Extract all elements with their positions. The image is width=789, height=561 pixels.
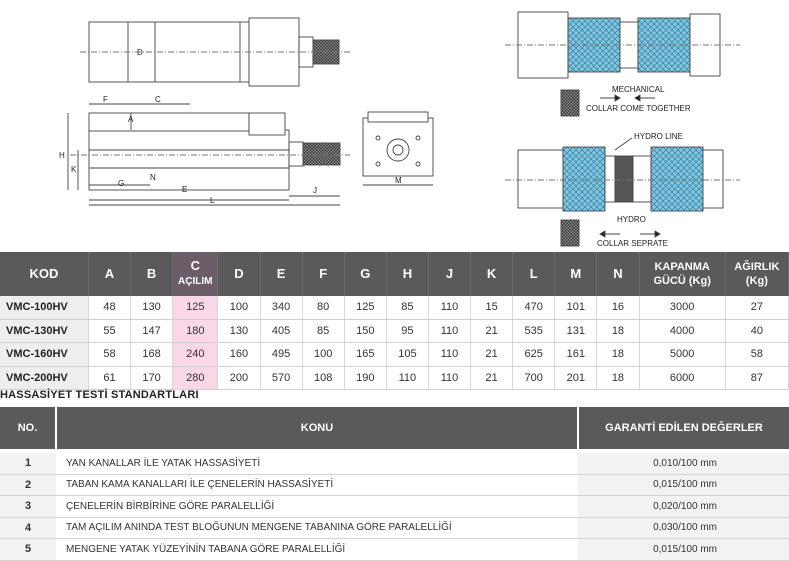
cell-n: 18 bbox=[597, 366, 639, 390]
cell-m: 161 bbox=[555, 343, 597, 367]
cell-k: 15 bbox=[471, 296, 513, 319]
cell-kapanma: 6000 bbox=[639, 366, 725, 390]
table-row bbox=[0, 496, 789, 518]
cell-e: 570 bbox=[260, 366, 302, 390]
cell-c: 180 bbox=[173, 319, 218, 343]
table-row bbox=[0, 517, 789, 539]
cell-c: 125 bbox=[173, 296, 218, 319]
cell-e: 495 bbox=[260, 343, 302, 367]
col-kapanma-1: KAPANMA bbox=[654, 261, 710, 273]
col-c bbox=[173, 252, 218, 296]
col-d: D bbox=[218, 252, 260, 296]
cell-l: 470 bbox=[513, 296, 555, 319]
dim-h-label: H bbox=[59, 151, 65, 160]
vise-side-view bbox=[363, 112, 433, 185]
cell-a: 48 bbox=[88, 296, 130, 319]
cell-k: 21 bbox=[471, 319, 513, 343]
cell-c: 240 bbox=[173, 343, 218, 367]
cell-m: 131 bbox=[555, 319, 597, 343]
col-l: L bbox=[513, 252, 555, 296]
cell-no: 5 bbox=[0, 539, 56, 561]
col-e: E bbox=[260, 252, 302, 296]
cell-agirlik: 27 bbox=[725, 296, 788, 319]
cell-a: 61 bbox=[88, 366, 130, 390]
cell-h: 105 bbox=[386, 343, 428, 367]
section-title: HASSASİYET TESTİ STANDARTLARI bbox=[0, 389, 199, 401]
cell-h: 85 bbox=[386, 296, 428, 319]
cell-agirlik: 40 bbox=[725, 319, 788, 343]
cell-b: 170 bbox=[131, 366, 173, 390]
cell-m: 201 bbox=[555, 366, 597, 390]
dim-g-label: G bbox=[118, 179, 125, 188]
cell-e: 340 bbox=[260, 296, 302, 319]
col-k: K bbox=[471, 252, 513, 296]
cell-a: 58 bbox=[88, 343, 130, 367]
col-g: G bbox=[344, 252, 386, 296]
col-n: N bbox=[597, 252, 639, 296]
cell-kod: VMC-100HV bbox=[0, 296, 88, 319]
cell-h: 110 bbox=[386, 366, 428, 390]
cell-d: 200 bbox=[218, 366, 260, 390]
dim-n-label: N bbox=[150, 173, 156, 182]
cell-l: 625 bbox=[513, 343, 555, 367]
cell-g: 165 bbox=[344, 343, 386, 367]
table-row bbox=[0, 453, 789, 474]
cell-j: 110 bbox=[428, 343, 470, 367]
cell-j: 110 bbox=[428, 366, 470, 390]
cell-m: 101 bbox=[555, 296, 597, 319]
cell-kod: VMC-130HV bbox=[0, 319, 88, 343]
cell-n: 18 bbox=[597, 319, 639, 343]
collar-seprate-label: COLLAR SEPRATE bbox=[597, 239, 668, 248]
col-kapanma-2: GÜCÜ (Kg) bbox=[653, 275, 711, 287]
hydro-line-label: HYDRO LINE bbox=[634, 132, 683, 141]
cell-d: 130 bbox=[218, 319, 260, 343]
cell-j: 110 bbox=[428, 319, 470, 343]
cell-l: 535 bbox=[513, 319, 555, 343]
table-row bbox=[0, 319, 789, 343]
cell-kapanma: 3000 bbox=[639, 296, 725, 319]
cell-b: 147 bbox=[131, 319, 173, 343]
standards-table bbox=[0, 407, 789, 561]
col-konu: KONU bbox=[56, 407, 578, 449]
dim-d-label: D bbox=[137, 48, 143, 57]
cell-c: 280 bbox=[173, 366, 218, 390]
std-header-row bbox=[0, 407, 789, 449]
hydro-collar-diagram bbox=[505, 138, 740, 246]
cell-b: 130 bbox=[131, 296, 173, 319]
cell-deger: 0,015/100 mm bbox=[578, 539, 789, 561]
col-c-top: C bbox=[190, 258, 200, 273]
cell-g: 190 bbox=[344, 366, 386, 390]
table-row bbox=[0, 296, 789, 319]
cell-kod: VMC-200HV bbox=[0, 366, 88, 390]
cell-b: 168 bbox=[131, 343, 173, 367]
cell-g: 125 bbox=[344, 296, 386, 319]
cell-konu: YAN KANALLAR İLE YATAK HASSASİYETİ bbox=[56, 453, 578, 474]
vise-front-view bbox=[68, 104, 350, 205]
dim-f-label: F bbox=[103, 95, 108, 104]
mechanical-label: MECHANICAL bbox=[612, 85, 665, 94]
hydro-label: HYDRO bbox=[617, 215, 646, 224]
cell-l: 700 bbox=[513, 366, 555, 390]
cell-n: 16 bbox=[597, 296, 639, 319]
table-row bbox=[0, 366, 789, 390]
cell-j: 110 bbox=[428, 296, 470, 319]
cell-deger: 0,010/100 mm bbox=[578, 453, 789, 474]
col-c-bottom: AÇILIM bbox=[178, 276, 213, 287]
col-j: J bbox=[428, 252, 470, 296]
cell-no: 1 bbox=[0, 453, 56, 474]
cell-konu: MENGENE YATAK YÜZEYİNİN TABANA GÖRE PARALELLİĞİ bbox=[56, 539, 578, 561]
col-b: B bbox=[131, 252, 173, 296]
cell-agirlik: 87 bbox=[725, 366, 788, 390]
cell-kod: VMC-160HV bbox=[0, 343, 88, 367]
collar-come-together-label: COLLAR COME TOGETHER bbox=[586, 104, 691, 113]
technical-drawings bbox=[0, 0, 789, 252]
cell-d: 100 bbox=[218, 296, 260, 319]
col-a: A bbox=[88, 252, 130, 296]
cell-konu: TAM AÇILIM ANINDA TEST BLOĞUNUN MENGENE TABANINA GÖRE PARALELLİĞİ bbox=[56, 517, 578, 539]
cell-deger: 0,030/100 mm bbox=[578, 517, 789, 539]
cell-agirlik: 58 bbox=[725, 343, 788, 367]
cell-f: 100 bbox=[302, 343, 344, 367]
cell-g: 150 bbox=[344, 319, 386, 343]
cell-no: 4 bbox=[0, 517, 56, 539]
cell-f: 80 bbox=[302, 296, 344, 319]
col-garanti: GARANTİ EDİLEN DEĞERLER bbox=[578, 407, 789, 449]
col-kapanma bbox=[639, 252, 725, 296]
spec-table bbox=[0, 252, 789, 390]
mechanical-collar-diagram bbox=[505, 12, 740, 116]
cell-kapanma: 4000 bbox=[639, 319, 725, 343]
cell-d: 160 bbox=[218, 343, 260, 367]
dim-k-label: K bbox=[71, 165, 77, 174]
col-h: H bbox=[386, 252, 428, 296]
dim-l-label: L bbox=[210, 196, 215, 205]
cell-e: 405 bbox=[260, 319, 302, 343]
cell-f: 108 bbox=[302, 366, 344, 390]
dim-e-label: E bbox=[182, 185, 188, 194]
col-no: NO. bbox=[0, 407, 56, 449]
col-agirlik-2: (Kg) bbox=[745, 275, 768, 287]
cell-no: 2 bbox=[0, 474, 56, 496]
cell-deger: 0,015/100 mm bbox=[578, 474, 789, 496]
cell-no: 3 bbox=[0, 496, 56, 518]
table-row bbox=[0, 474, 789, 496]
dim-c-label: C bbox=[155, 95, 161, 104]
col-f: F bbox=[302, 252, 344, 296]
table-row bbox=[0, 539, 789, 561]
col-agirlik-1: AĞIRLIK bbox=[734, 261, 780, 273]
cell-f: 85 bbox=[302, 319, 344, 343]
cell-konu: TABAN KAMA KANALLARI İLE ÇENELERİN HASSASİYETİ bbox=[56, 474, 578, 496]
cell-n: 18 bbox=[597, 343, 639, 367]
table-row bbox=[0, 343, 789, 367]
col-agirlik bbox=[725, 252, 788, 296]
cell-h: 95 bbox=[386, 319, 428, 343]
vise-top-view bbox=[80, 18, 350, 86]
cell-a: 55 bbox=[88, 319, 130, 343]
dim-a-label: A bbox=[128, 115, 134, 124]
dim-m-label: M bbox=[395, 176, 402, 185]
spec-header-row bbox=[0, 252, 789, 296]
cell-kapanma: 5000 bbox=[639, 343, 725, 367]
col-m: M bbox=[555, 252, 597, 296]
dim-j-label: J bbox=[313, 186, 317, 195]
col-kod: KOD bbox=[0, 252, 88, 296]
cell-konu: ÇENELERİN BİRBİRİNE GÖRE PARALELLİĞİ bbox=[56, 496, 578, 518]
cell-deger: 0,020/100 mm bbox=[578, 496, 789, 518]
cell-k: 21 bbox=[471, 343, 513, 367]
cell-k: 21 bbox=[471, 366, 513, 390]
